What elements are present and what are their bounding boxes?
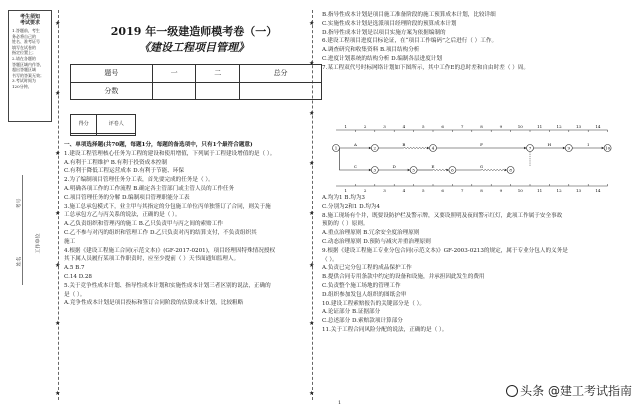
score-table [70, 64, 322, 100]
notice-line: 3.考试时间为 [12, 78, 36, 84]
score-header-1: 一 [152, 65, 196, 83]
tick-label-top: 7 [460, 124, 464, 129]
star-icon: ★ [309, 262, 315, 269]
notice-line: 答题区域内作答， [12, 61, 44, 67]
star-icon: ★ [55, 150, 61, 157]
notice-line: 2.请在各题的 [12, 55, 36, 61]
watermark: 头条 @建工考试指南 [506, 382, 632, 399]
node-label: 8 [509, 167, 512, 173]
network-nodes [333, 145, 612, 174]
star-icon: ★ [55, 20, 61, 27]
star-icon: ★ [309, 60, 315, 67]
score-header-2: 二 [196, 65, 240, 83]
activity-label: E [431, 164, 435, 169]
text-line: A.论证部分 B.证据部分 [322, 309, 381, 316]
star-icon: ★ [55, 262, 61, 269]
text-line: C.14 D.28 [64, 273, 92, 280]
score-cell-2[interactable] [196, 82, 240, 100]
exam-subtitle: 《建设工程项目管理》 [139, 41, 249, 54]
activity-label: B [402, 142, 406, 147]
text-line: D.指导性成本计划是以项目实施方案为依据编制的 [322, 29, 446, 36]
tick-label-bottom: 6 [441, 188, 444, 193]
tick-label-bottom: 10 [517, 188, 523, 193]
text-line: A.5 B.7 [64, 265, 85, 272]
text-line: 6.建设工程项目进度目标论证，在“项目工作编码”之后进行（ ）工作。 [322, 38, 498, 45]
activity-label: I [587, 142, 589, 147]
tick-label-top: 4 [402, 124, 406, 129]
tick-label-top: 5 [422, 124, 425, 129]
text-line: C.总述部分 D.索赔款项计算部分 [322, 318, 403, 325]
activity-label: H [547, 142, 552, 147]
node-label: 1 [334, 145, 338, 151]
text-line: C.分别为2和1 D.均为4 [322, 203, 380, 210]
text-line: 3.施工总承包模式下，业主甲与其指定的分包施工单位丙单独签订了合同，则关于施 [64, 203, 271, 210]
tick-label-bottom: 13 [575, 188, 582, 193]
node-label: 7 [528, 145, 532, 151]
text-line: 10.建设工程索赔报告的关键部分是（ ）。 [322, 300, 425, 307]
tick-label-bottom: 12 [556, 188, 562, 193]
text-line: 5.关于竞争性成本计划、指导性成本计划和实施性成本计划三者区别的说法，正确的 [64, 282, 271, 289]
tick-label-bottom: 8 [480, 188, 483, 193]
star-icon: ★ [309, 20, 315, 27]
text-line: 2.为了编制项目管理任务分工表，首先要完成的任务是（ ）。 [64, 177, 214, 184]
text-line: C.动态治理原则 D.预防与减灾并重治理原则 [322, 238, 431, 245]
text-line: A.有利于工程维护 B.有利于投资成本控制 [64, 159, 167, 166]
text-line: A.竞争性成本计划是项目投标和签订合同阶段的估算成本计划，比较粗略 [64, 300, 244, 307]
grader-table [70, 114, 136, 136]
text-line: 施工 [64, 238, 76, 245]
node-label: 2 [373, 145, 377, 151]
activity-label: C [353, 164, 357, 169]
candidate-notice-box [8, 10, 52, 122]
activity-label: D [392, 164, 396, 169]
text-line: A.负责已完分包工程的成品保护工作 [322, 265, 412, 272]
text-line: C.实施性成本计划是选派项目经理阶段的预算成本计划 [322, 20, 457, 27]
activity-label: A [353, 142, 357, 147]
node-label: 10 [605, 145, 611, 151]
binding-dashed-line-left [58, 10, 59, 400]
score-cell-total[interactable] [240, 82, 322, 100]
tick-label-top: 8 [480, 124, 483, 129]
notice-body [9, 26, 51, 92]
timescale-top [336, 124, 608, 132]
activity-label: F [480, 142, 483, 147]
exam-number-label: 考号 [16, 198, 23, 209]
timescale-bottom [336, 184, 608, 193]
grader-header-reviewer: 评卷人 [97, 115, 136, 134]
text-line: 是（ ）。 [64, 291, 86, 298]
notice-line: 填写在试卷的 [12, 44, 36, 50]
text-line: 4.根据《建设工程施工合同(示范文本)》(GF-2017-0201)，项目经理因特殊情况授权 [64, 247, 276, 254]
score-header-total: 总分 [240, 65, 322, 83]
text-line: B.提供合同专用条款中约定的设备和设施，并承担因此发生的费用 [322, 274, 485, 281]
watermark-logo-icon [506, 385, 518, 397]
grader-header-score: 得分 [71, 115, 97, 134]
text-line: 一、单项选择题(共70题，每题1分，每题的备选项中，只有1个最符合题意) [64, 142, 253, 148]
text-line: 8.施工现场有个井，既要设防护栏及警示牌，又要设照明及夜间警示红灯，此项工作属于安全事故 [322, 212, 563, 219]
tick-label-top: 12 [556, 124, 562, 129]
text-line: A.调查研究和收集资料 B.项目结构分析 [322, 47, 420, 54]
star-icon: ★ [309, 160, 315, 167]
node-label: 6 [451, 167, 454, 173]
name-label: 姓名 [16, 256, 23, 267]
text-line: 工总承包方乙与丙关系的说法，正确的是（ ）。 [64, 212, 181, 219]
tick-label-bottom: 5 [422, 188, 425, 193]
tick-label-top: 3 [383, 124, 386, 129]
tick-label-top: 11 [537, 124, 543, 129]
star-icon: ★ [55, 210, 61, 217]
text-line: D.组织参加发包人组织的图纸会审 [322, 291, 407, 298]
tick-label-top: 6 [441, 124, 444, 129]
text-line: 9.根据《建设工程施工专业分包合同(示范文本)》GF-2003-0213的规定，属于专业分包人的义务是 [322, 247, 568, 254]
notice-line: 书写的答案无效； [12, 72, 44, 78]
text-line: 7.某工程双代号时标网络计划如下图所示，其中工作E的总时差和自由时差（ ）周。 [322, 64, 529, 71]
tick-label-bottom: 1 [344, 188, 347, 193]
text-line: C.负责整个施工场地的管理工作 [322, 282, 401, 289]
tick-label-bottom: 11 [537, 188, 543, 193]
network-activities [340, 142, 605, 171]
right-question-column-bottom [322, 194, 622, 335]
tick-label-top: 13 [575, 124, 582, 129]
text-line: A.均为1 B.均为3 [322, 195, 365, 201]
right-question-column-top [322, 11, 622, 73]
page-number: 1 [338, 400, 342, 406]
text-line: C.项目管理任务的分解 D.编制项目管理职能分工表 [64, 194, 190, 201]
notice-line: 务必将自己的 [12, 33, 36, 39]
notice-heading: 考生须知 考试要求 [19, 14, 40, 26]
node-label: 4 [431, 145, 435, 151]
tick-label-bottom: 9 [499, 188, 503, 193]
text-line: B.指导性成本计划是项目施工准备阶段的施工预算成本计划，比较详细 [322, 12, 496, 18]
star-icon: ★ [309, 210, 315, 217]
tick-label-bottom: 2 [363, 188, 367, 193]
tick-label-bottom: 3 [383, 188, 386, 193]
text-line: C.有利于降低工程运营成本 D.有利于节能、环保 [64, 168, 184, 175]
text-line: A.明确各项工作的工作流程 B.确定各主管部门或主管人员的工作任务 [64, 185, 235, 192]
tick-label-top: 2 [363, 124, 367, 129]
tick-label-top: 9 [499, 124, 503, 129]
star-icon: ★ [309, 110, 315, 117]
text-line: 11.关于工程合同风险分配的说法，正确的是（ ）。 [322, 326, 448, 333]
text-line: 其下属人员履行某项工作职责时，应至少提前（ ）天书面通知监理人。 [64, 256, 240, 263]
notice-line: 超出答题区域 [12, 67, 36, 73]
grader-cell-reviewer[interactable] [97, 133, 136, 135]
star-icon: ★ [309, 390, 315, 397]
notice-line: 指定位置上； [12, 50, 36, 56]
score-header-qnum: 题号 [71, 65, 153, 83]
text-line: C.乙不参与对丙的组织和管理工作 D.乙只负责对丙的结算支付，不负责组织其 [64, 229, 257, 236]
star-icon: ★ [55, 390, 61, 397]
node-label: 3 [373, 167, 377, 173]
tick-label-bottom: 14 [595, 188, 601, 193]
tick-label-top: 14 [595, 124, 601, 129]
notice-line: 姓名、准考证号 [12, 39, 40, 45]
text-line: （ ）。 [322, 256, 338, 263]
notice-line: 120分钟。 [12, 83, 32, 89]
exam-title: 2019 年一级建造师模考卷（一） [110, 25, 278, 38]
activity-label: G [479, 164, 484, 169]
time-scaled-network-diagram [322, 123, 622, 193]
tick-label-bottom: 4 [402, 188, 406, 193]
grader-cell-score[interactable] [71, 133, 97, 135]
tick-label-top: 1 [344, 124, 347, 129]
score-cell-1[interactable] [152, 82, 196, 100]
text-line: C.进度计划系统的结构分析 D.编制各层进度计划 [322, 55, 442, 62]
text-line: 1.建设工程管理核心任务为工程的建设和使用增值，下列属于工程建设增值的是（ ）。 [64, 150, 276, 157]
text-line: A.乙负责组织和管理丙的施工 B.乙只负责甲与丙之间的索赔工作 [64, 221, 223, 228]
tick-label-top: 10 [517, 124, 523, 129]
star-icon: ★ [55, 320, 61, 327]
star-icon: ★ [309, 320, 315, 327]
node-label: 5 [412, 167, 415, 173]
binding-line [22, 175, 23, 285]
tick-label-bottom: 7 [460, 188, 464, 193]
node-label: 9 [567, 145, 571, 151]
left-question-column [64, 141, 310, 308]
star-icon: ★ [55, 90, 61, 97]
score-row-label: 分数 [71, 82, 153, 100]
text-line: 预防的（ ）原则。 [322, 221, 369, 228]
work-unit-label: 工作单位 [35, 233, 42, 254]
text-line: A.重点治理原则 B.冗余安全度治理原则 [322, 230, 420, 237]
notice-line: 1.答题前，考生 [12, 28, 40, 33]
